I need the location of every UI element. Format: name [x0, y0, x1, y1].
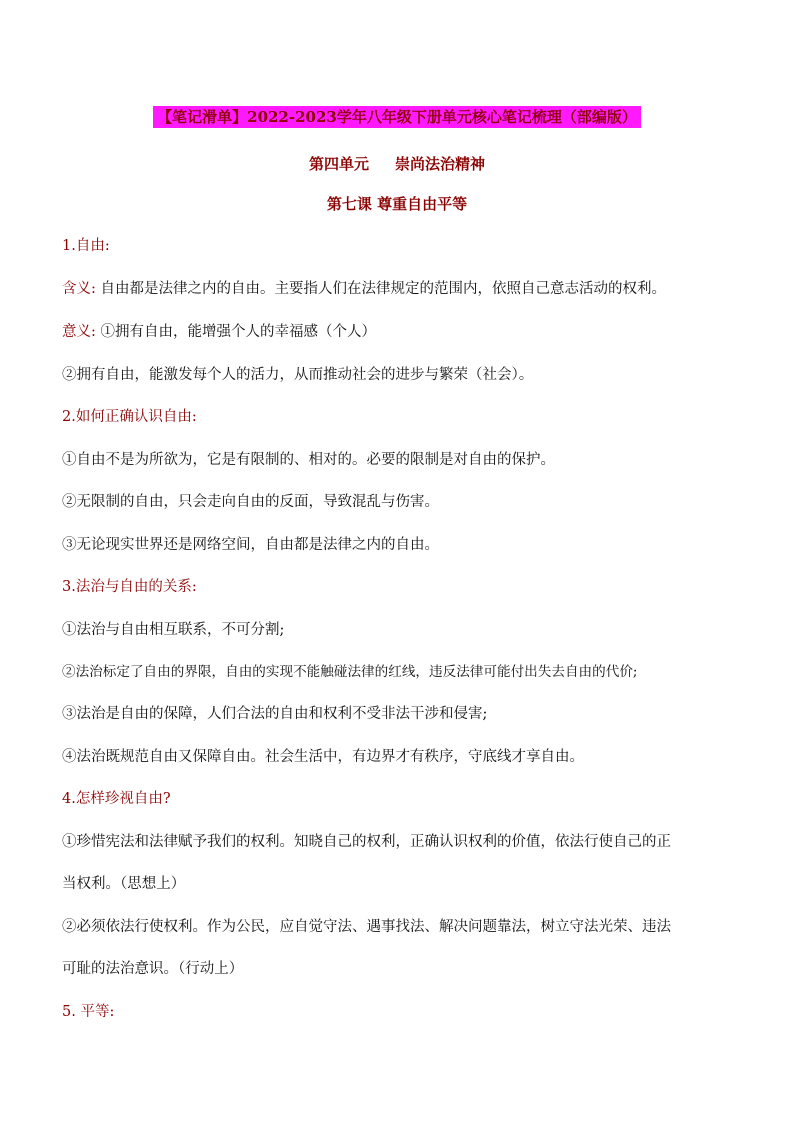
definition-text: 自由都是法律之内的自由。主要指人们在法律规定的范围内，依照自己意志活动的权利。 [100, 281, 666, 297]
meaning-label: 意义: [62, 324, 96, 340]
meaning-text: ①拥有自由，能增强个人的幸福感（个人） [100, 324, 376, 340]
section-2-point-1: ①自由不是为所欲为，它是有限制的、相对的。必要的限制是对自由的保护。 [62, 452, 555, 468]
definition-label: 含义: [62, 281, 96, 297]
section-1-heading: 1.自由: [62, 238, 110, 254]
section-3-point-3: ③法治是自由的保障，人们合法的自由和权利不受非法干涉和侵害; [62, 706, 488, 722]
section-4-point-2b: 可耻的法治意识。（行动上） [62, 961, 244, 977]
section-5-heading: 5. 平等: [62, 1004, 115, 1020]
section-3-heading: 3.法治与自由的关系: [62, 579, 197, 595]
section-3-point-2: ②法治标定了自由的界限，自由的实现不能触碰法律的红线，违反法律可能付出失去自由的代价; [62, 664, 638, 680]
document-title: 【笔记滑单】2022-2023学年八年级下册单元核心笔记梳理（部编版） [153, 106, 641, 128]
section-4-heading: 4.怎样珍视自由? [62, 791, 171, 807]
section-4-point-2a: ②必须依法行使权利。作为公民，应自觉守法、遇事找法、解决问题靠法，树立守法光荣、违法 [62, 919, 671, 935]
section-2-point-2: ②无限制的自由，只会走向自由的反面，导致混乱与伤害。 [62, 494, 439, 510]
meaning-line [62, 320, 376, 341]
section-4-point-1a: ①珍惜宪法和法律赋予我们的权利。知晓自己的权利，正确认识权利的价值，依法行使自己的正 [62, 834, 671, 850]
section-4-point-1b: 当权利。（思想上） [62, 876, 186, 892]
section-3-point-4: ④法治既规范自由又保障自由。社会生活中，有边界才有秩序，守底线才享自由。 [62, 749, 584, 765]
unit-heading: 第四单元 崇尚法治精神 [308, 155, 486, 173]
meaning-line-2: ②拥有自由，能激发每个人的活力，从而推动社会的进步与繁荣（社会）。 [62, 367, 534, 383]
section-2-heading: 2.如何正确认识自由: [62, 409, 197, 425]
lesson-heading: 第七课 尊重自由平等 [326, 195, 468, 213]
title-row [0, 106, 794, 128]
definition-line [62, 277, 666, 298]
section-2-point-3: ③无论现实世界还是网络空间，自由都是法律之内的自由。 [62, 537, 439, 553]
section-3-point-1: ①法治与自由相互联系，不可分割; [62, 622, 285, 638]
